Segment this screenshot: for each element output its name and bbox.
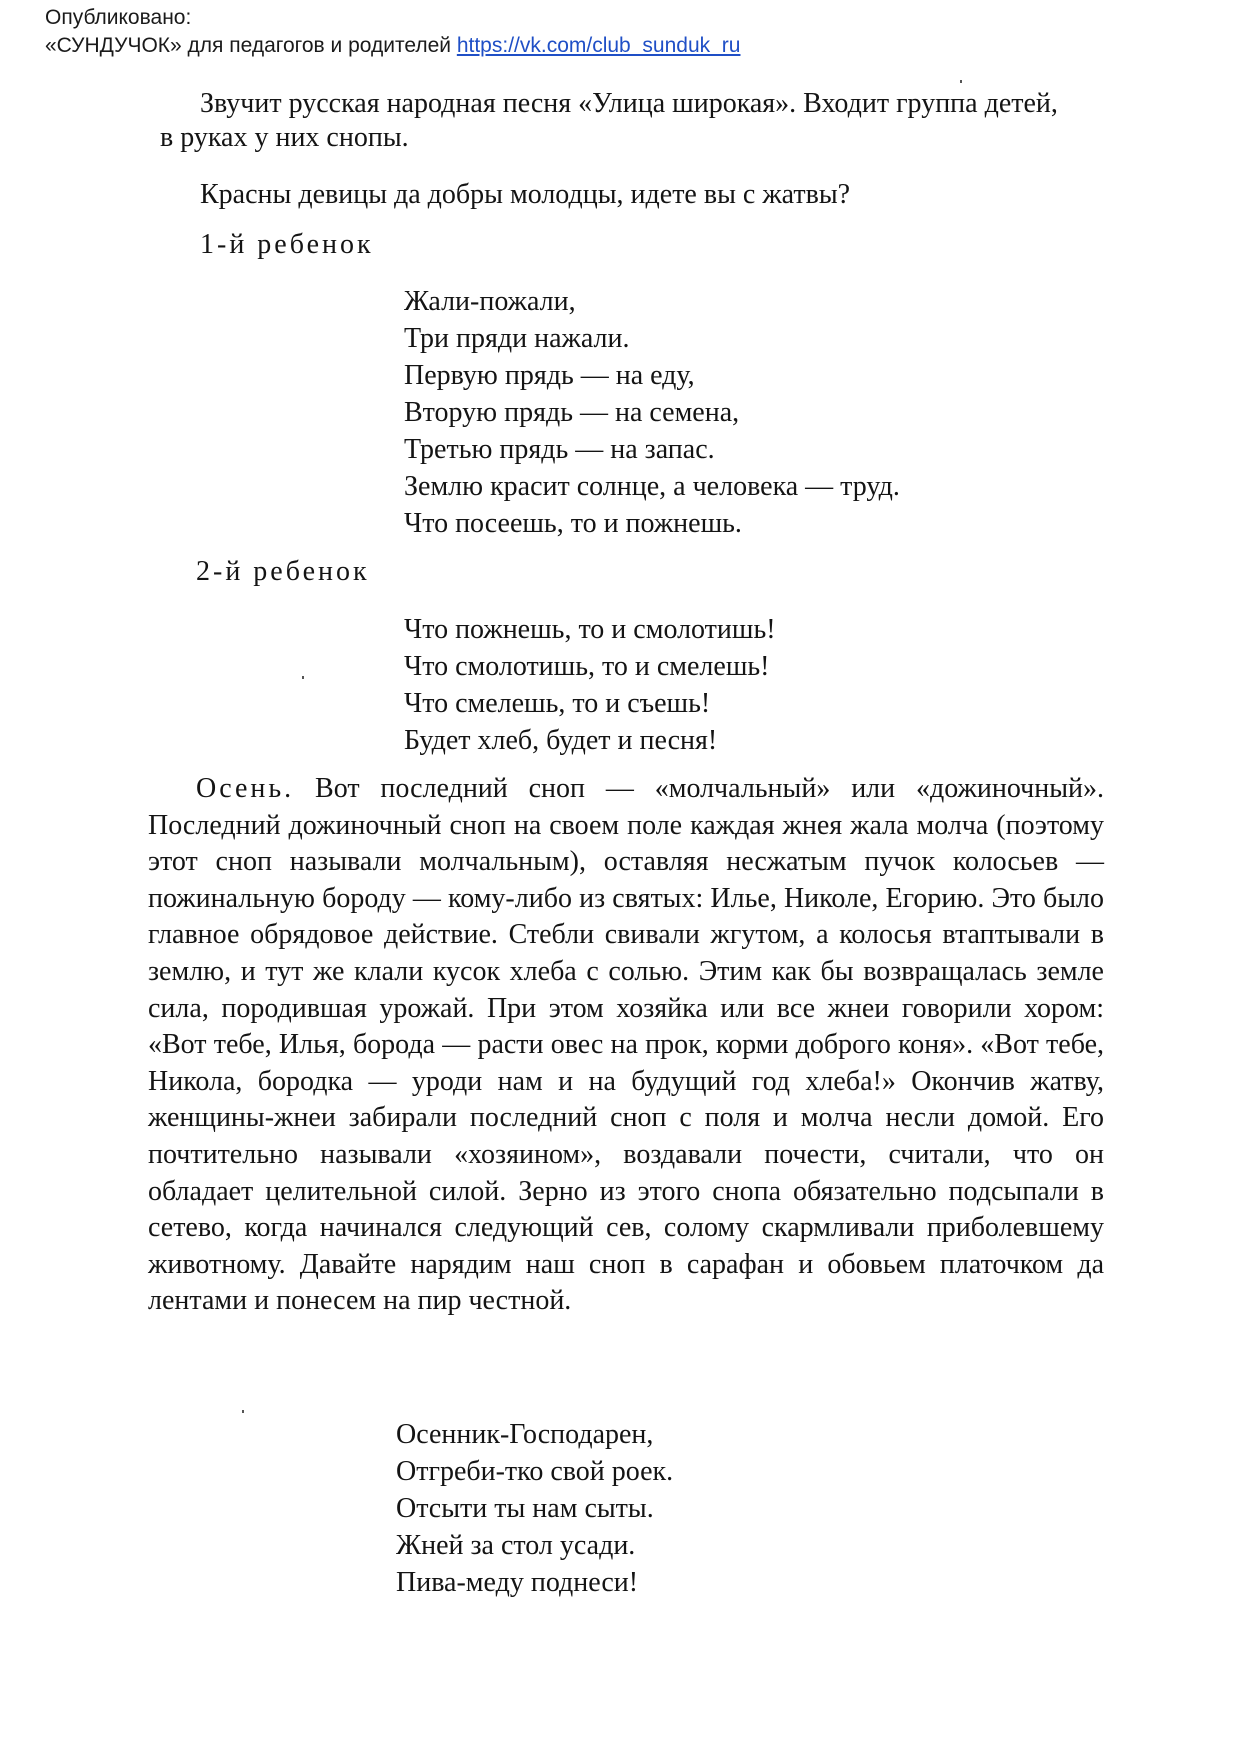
verse-1-line: Первую прядь — на еду, [404, 360, 695, 391]
vk-club-link[interactable]: https://vk.com/club_sunduk_ru [456, 34, 741, 57]
verse-3-line: Отсыти ты нам сыты. [396, 1493, 654, 1524]
scan-speck [960, 80, 962, 83]
scan-speck [302, 676, 304, 679]
verse-1-line: Жали-пожали, [404, 286, 576, 317]
verse-3-line: Отгреби-тко свой роек. [396, 1456, 674, 1487]
verse-1-line: Землю красит солнце, а человека — труд. [404, 471, 900, 502]
verse-1-line: Что посеешь, то и пожнешь. [404, 508, 742, 539]
verse-3 [396, 1416, 673, 1601]
publisher-line [45, 32, 740, 60]
speaker-1-heading: 1-й ребенок [200, 229, 374, 260]
intro-line-2: в руках у них снопы. [160, 122, 409, 153]
verse-1 [404, 283, 900, 542]
published-label: Опубликовано: [45, 6, 192, 29]
verse-3-line: Пива-меду поднеси! [396, 1567, 639, 1598]
publisher-name: «СУНДУЧОК» для педагогов и родителей [45, 34, 457, 57]
speaker-2-heading: 2-й ребенок [196, 556, 370, 587]
verse-1-line: Вторую прядь — на семена, [404, 397, 740, 428]
publication-header [45, 4, 740, 60]
verse-1-line: Третью прядь — на запас. [404, 434, 715, 465]
verse-2-line: Будет хлеб, будет и песня! [404, 725, 718, 756]
intro-line-1: Звучит русская народная песня «Улица широкая». Входит группа детей, [200, 88, 1058, 119]
verse-3-line: Жней за стол усади. [396, 1530, 636, 1561]
verse-2 [404, 611, 776, 759]
autumn-paragraph [148, 771, 1104, 1320]
scan-speck [242, 1410, 244, 1413]
verse-1-line: Три пряди нажали. [404, 323, 630, 354]
autumn-speaker: Осень. [196, 773, 295, 804]
autumn-text: Вот последний сноп — «молчальный» или «дожиночный». Последний дожиночный сноп на своем поле каждая жнея жала молча (поэтому этот сноп называли молчальным), оставляя несжатым пучок колосьев — пожинальную бороду — кому-либо из святых: Илье, Николе, Егорию. Это было главное обрядовое действие. Стебли свивали жгутом, а колосья втаптывали в землю, и тут же клали кусок хлеба с солью. Этим как бы возвращалась земле сила, породившая урожай. При этом хозяйка или все жнеи говорили хором: «Вот тебе, Илья, борода — расти овес на прок, корми доброго коня». «Вот тебе, Никола, бородка — уроди нам и на будущий год хлеба!» Окончив жатву, женщины-жнеи забирали последний сноп с поля и молча несли домой. Его почтительно называли «хозяином», воздавали почести, считали, что он обладает целительной силой. Зерно из этого снопа обязательно подсыпали в сетево, когда начинался следующий сев, солому скармливали приболевшему животному. Давайте нарядим наш сноп в сарафан и обовьем платочком да лентами и понесем на пир честной. [148, 773, 1104, 1317]
verse-2-line: Что смолотишь, то и смелешь! [404, 651, 770, 682]
verse-3-line: Осенник-Господарен, [396, 1419, 654, 1450]
verse-2-line: Что смелешь, то и съешь! [404, 688, 711, 719]
verse-2-line: Что пожнешь, то и смолотишь! [404, 614, 776, 645]
question-text: Красны девицы да добры молодцы, идете вы с жатвы? [200, 179, 851, 210]
